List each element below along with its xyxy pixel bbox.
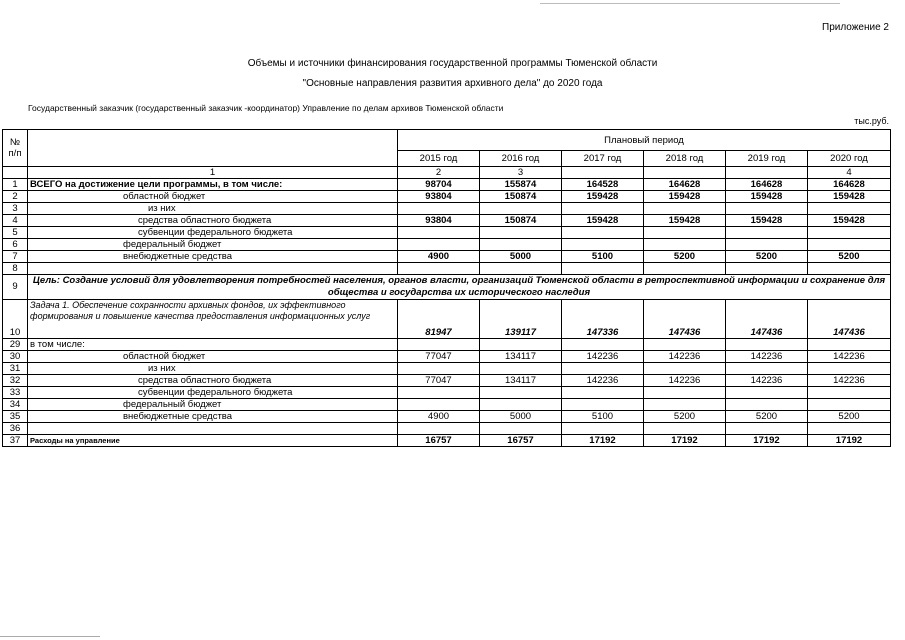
row-name: [28, 423, 398, 435]
value-cell: 159428: [808, 215, 891, 227]
row-number: 3: [3, 203, 28, 215]
year-header: 2018 год: [644, 151, 726, 167]
value-cell: 159428: [644, 215, 726, 227]
row-number: 8: [3, 263, 28, 275]
year-header: 2017 год: [562, 151, 644, 167]
value-cell: 4900: [398, 251, 480, 263]
value-cell: 164628: [726, 179, 808, 191]
value-cell: [808, 399, 891, 411]
appendix-label: Приложение 2: [822, 22, 889, 33]
row-name: средства областного бюджета: [28, 215, 398, 227]
row-name: средства областного бюджета: [28, 375, 398, 387]
index-cell: [726, 167, 808, 179]
table-row: [3, 239, 891, 251]
value-cell: [480, 203, 562, 215]
row-name: внебюджетные средства: [28, 411, 398, 423]
row-number: 10: [3, 300, 28, 339]
value-cell: [726, 239, 808, 251]
row-number: 35: [3, 411, 28, 423]
index-cell: [3, 167, 28, 179]
value-cell: [644, 399, 726, 411]
value-cell: [562, 423, 644, 435]
scan-artifact-line: [540, 3, 840, 4]
row-name: федеральный бюджет: [28, 239, 398, 251]
value-cell: 93804: [398, 191, 480, 203]
value-cell: [480, 399, 562, 411]
program-name: "Основные направления развития архивного дела" до 2020 года: [302, 78, 603, 89]
year-header: 2016 год: [480, 151, 562, 167]
value-cell: [644, 227, 726, 239]
value-cell: 142236: [808, 375, 891, 387]
goal-text: Цель: Создание условий для удовлетворения потребностей населения, органов власти, организаций Тюменской области в ретроспективной информации и сохранение для общества и государства их исторического наследия: [28, 275, 891, 300]
row-number: 32: [3, 375, 28, 387]
value-cell: [644, 263, 726, 275]
value-cell: [726, 339, 808, 351]
col-number-header: № п/п: [3, 130, 28, 167]
goal-row: [3, 275, 891, 300]
row-name: областной бюджет: [28, 191, 398, 203]
index-cell: 4: [808, 167, 891, 179]
row-number: 9: [3, 275, 28, 300]
value-cell: [480, 339, 562, 351]
value-cell: 5000: [480, 251, 562, 263]
value-cell: [398, 387, 480, 399]
value-cell: 4900: [398, 411, 480, 423]
financing-table: [2, 129, 891, 447]
value-cell: [562, 363, 644, 375]
scan-artifact-line: [0, 636, 100, 637]
table-row: [3, 351, 891, 363]
value-cell: 159428: [562, 215, 644, 227]
index-row: [3, 167, 891, 179]
value-cell: 159428: [644, 191, 726, 203]
table-row: [3, 435, 891, 447]
value-cell: [808, 339, 891, 351]
value-cell: [726, 363, 808, 375]
value-cell: 147436: [644, 300, 726, 339]
table-row: [3, 191, 891, 203]
value-cell: [398, 363, 480, 375]
value-cell: 5100: [562, 411, 644, 423]
row-number: 34: [3, 399, 28, 411]
value-cell: [726, 423, 808, 435]
row-number: 7: [3, 251, 28, 263]
table-row: [3, 363, 891, 375]
state-customer: Государственный заказчик (государственный заказчик -координатор) Управление по делам архивов Тюменской области: [28, 103, 504, 113]
value-cell: [726, 263, 808, 275]
value-cell: 159428: [562, 191, 644, 203]
index-cell: 2: [398, 167, 480, 179]
value-cell: [808, 239, 891, 251]
value-cell: 5200: [808, 411, 891, 423]
row-name: из них: [28, 203, 398, 215]
value-cell: 5100: [562, 251, 644, 263]
value-cell: 16757: [480, 435, 562, 447]
value-cell: 150874: [480, 191, 562, 203]
row-number: 33: [3, 387, 28, 399]
table-row: [3, 399, 891, 411]
value-cell: [398, 339, 480, 351]
value-cell: 142236: [562, 351, 644, 363]
row-number: 2: [3, 191, 28, 203]
value-cell: 5200: [726, 411, 808, 423]
row-number: 37: [3, 435, 28, 447]
header-row: [3, 130, 891, 151]
value-cell: [480, 363, 562, 375]
value-cell: 77047: [398, 375, 480, 387]
row-number: 5: [3, 227, 28, 239]
row-name: Расходы на управление: [28, 435, 398, 447]
value-cell: 139117: [480, 300, 562, 339]
row-number: 29: [3, 339, 28, 351]
index-cell: [644, 167, 726, 179]
index-cell: 3: [480, 167, 562, 179]
value-cell: [644, 363, 726, 375]
value-cell: 17192: [808, 435, 891, 447]
value-cell: [480, 227, 562, 239]
value-cell: [562, 203, 644, 215]
units-label: тыс.руб.: [854, 116, 889, 126]
value-cell: 142236: [726, 375, 808, 387]
planning-period-header: Плановый период: [398, 130, 891, 151]
value-cell: [398, 263, 480, 275]
table-row: [3, 251, 891, 263]
value-cell: [562, 263, 644, 275]
value-cell: 142236: [644, 351, 726, 363]
value-cell: 77047: [398, 351, 480, 363]
row-name: субвенции федерального бюджета: [28, 387, 398, 399]
value-cell: 5200: [644, 251, 726, 263]
table-row: [3, 263, 891, 275]
value-cell: [562, 387, 644, 399]
index-cell: [562, 167, 644, 179]
value-cell: [808, 423, 891, 435]
value-cell: [562, 239, 644, 251]
year-header: 2020 год: [808, 151, 891, 167]
table-row: [3, 387, 891, 399]
value-cell: [808, 263, 891, 275]
value-cell: 147436: [726, 300, 808, 339]
task-text: Задача 1. Обеспечение сохранности архивных фондов, их эффективного формирования и повышение качества предоставления информационных услуг: [28, 300, 398, 339]
value-cell: 150874: [480, 215, 562, 227]
value-cell: [480, 239, 562, 251]
value-cell: 147336: [562, 300, 644, 339]
value-cell: 159428: [726, 215, 808, 227]
value-cell: 5200: [808, 251, 891, 263]
value-cell: 134117: [480, 351, 562, 363]
value-cell: 98704: [398, 179, 480, 191]
value-cell: [562, 399, 644, 411]
year-header: 2015 год: [398, 151, 480, 167]
row-number: 31: [3, 363, 28, 375]
value-cell: [644, 387, 726, 399]
table-row: [3, 411, 891, 423]
value-cell: [644, 203, 726, 215]
value-cell: 159428: [726, 191, 808, 203]
value-cell: 5200: [726, 251, 808, 263]
index-cell: 1: [28, 167, 398, 179]
value-cell: 5000: [480, 411, 562, 423]
value-cell: [398, 227, 480, 239]
value-cell: [808, 227, 891, 239]
table-row: [3, 203, 891, 215]
value-cell: [644, 339, 726, 351]
value-cell: [726, 399, 808, 411]
year-header: 2019 год: [726, 151, 808, 167]
row-number: 30: [3, 351, 28, 363]
table-row: [3, 423, 891, 435]
table-row: [3, 375, 891, 387]
value-cell: [480, 263, 562, 275]
row-name: ВСЕГО на достижение цели программы, в том числе:: [28, 179, 398, 191]
value-cell: [808, 387, 891, 399]
row-name: внебюджетные средства: [28, 251, 398, 263]
col-name-header: [28, 130, 398, 167]
value-cell: 17192: [726, 435, 808, 447]
value-cell: 16757: [398, 435, 480, 447]
value-cell: [562, 227, 644, 239]
document-title: Объемы и источники финансирования государственной программы Тюменской области: [247, 58, 658, 69]
value-cell: 164628: [644, 179, 726, 191]
value-cell: 164528: [562, 179, 644, 191]
value-cell: 142236: [808, 351, 891, 363]
table-row: [3, 179, 891, 191]
value-cell: 159428: [808, 191, 891, 203]
value-cell: [562, 339, 644, 351]
value-cell: [398, 423, 480, 435]
value-cell: [808, 363, 891, 375]
value-cell: [644, 423, 726, 435]
value-cell: [480, 387, 562, 399]
task-row: [3, 300, 891, 339]
row-number: 6: [3, 239, 28, 251]
value-cell: 147436: [808, 300, 891, 339]
value-cell: 142236: [562, 375, 644, 387]
row-number: 36: [3, 423, 28, 435]
value-cell: 17192: [644, 435, 726, 447]
row-name: субвенции федерального бюджета: [28, 227, 398, 239]
value-cell: 164628: [808, 179, 891, 191]
value-cell: [808, 203, 891, 215]
value-cell: 5200: [644, 411, 726, 423]
row-number: 4: [3, 215, 28, 227]
row-number: 1: [3, 179, 28, 191]
value-cell: [726, 387, 808, 399]
value-cell: 142236: [726, 351, 808, 363]
value-cell: 81947: [398, 300, 480, 339]
row-name: [28, 263, 398, 275]
value-cell: [644, 239, 726, 251]
row-name: в том числе:: [28, 339, 398, 351]
value-cell: 155874: [480, 179, 562, 191]
table-row: [3, 339, 891, 351]
value-cell: [398, 239, 480, 251]
value-cell: [480, 423, 562, 435]
value-cell: 134117: [480, 375, 562, 387]
value-cell: 17192: [562, 435, 644, 447]
value-cell: [726, 227, 808, 239]
value-cell: [726, 203, 808, 215]
value-cell: [398, 203, 480, 215]
table-row: [3, 215, 891, 227]
value-cell: [398, 399, 480, 411]
value-cell: 142236: [644, 375, 726, 387]
value-cell: 93804: [398, 215, 480, 227]
table-row: [3, 227, 891, 239]
row-name: федеральный бюджет: [28, 399, 398, 411]
row-name: областной бюджет: [28, 351, 398, 363]
row-name: из них: [28, 363, 398, 375]
